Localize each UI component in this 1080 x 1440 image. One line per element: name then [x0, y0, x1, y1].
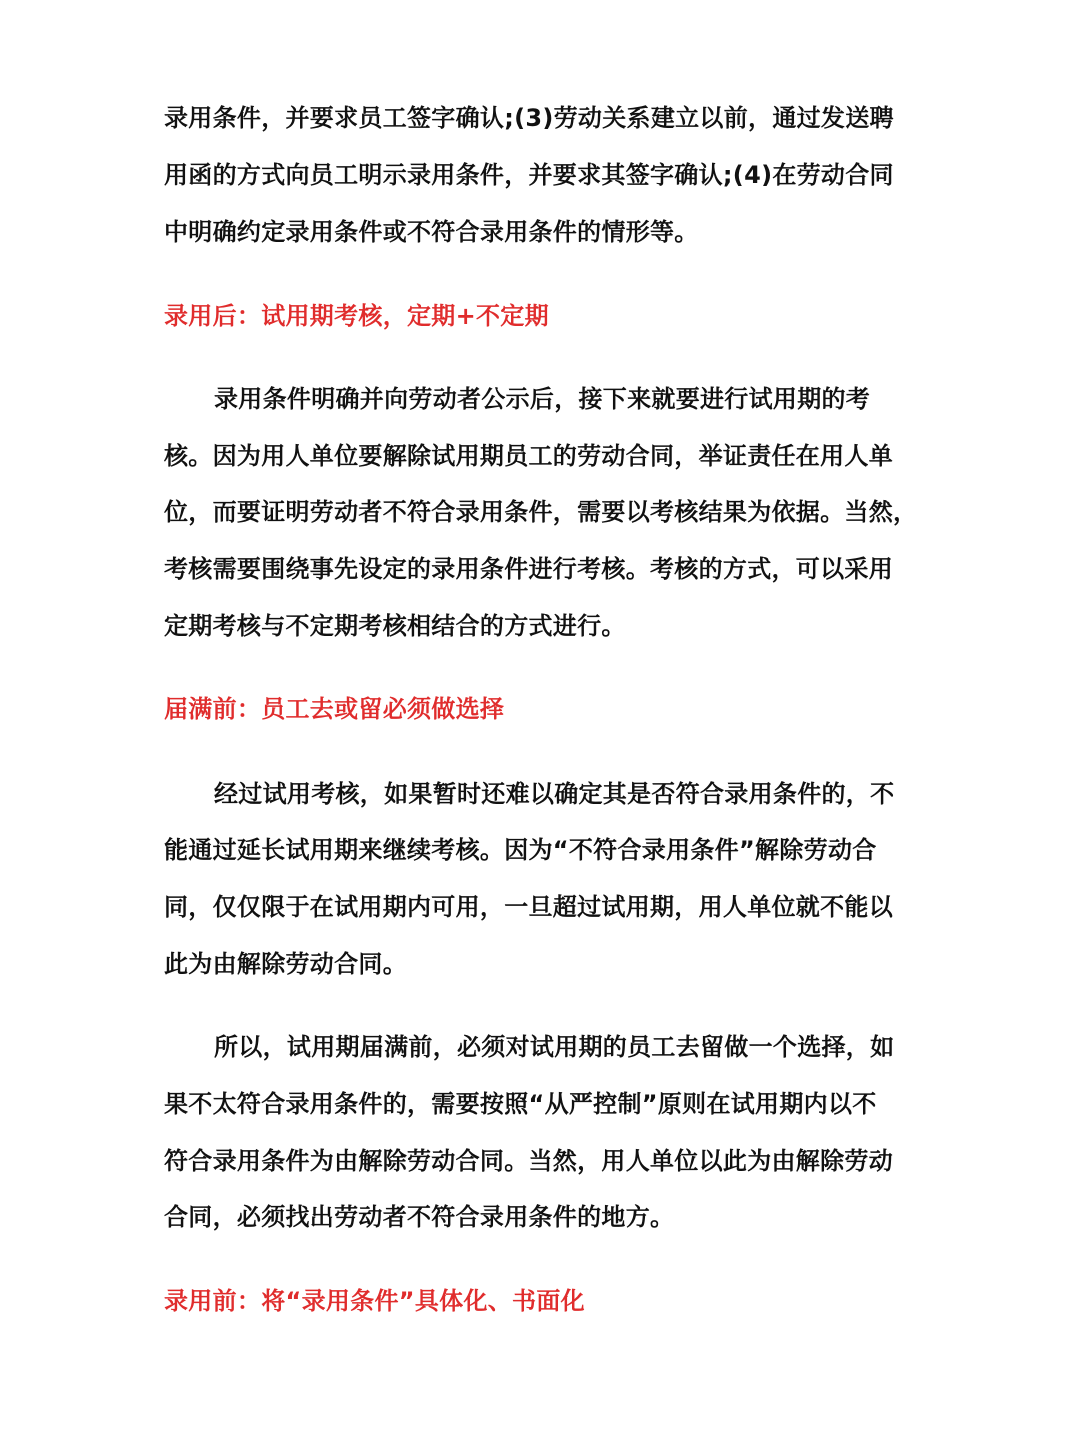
- text-line: 用函的方式向员工明示录用条件，并要求其签字确认;(4)在劳动合同: [164, 161, 894, 189]
- section-heading-before-expiry: 届满前：员工去或留必须做选择: [164, 695, 505, 723]
- text-line: 此为由解除劳动合同。: [164, 950, 407, 978]
- text-line: 果不太符合录用条件的，需要按照“从严控制”原则在试用期内以不: [164, 1090, 877, 1118]
- section-heading-after-hire: 录用后：试用期考核，定期+不定期: [164, 302, 549, 330]
- text-line: 考核需要围绕事先设定的录用条件进行考核。考核的方式，可以采用: [164, 555, 893, 583]
- text-line: 合同，必须找出劳动者不符合录用条件的地方。: [164, 1203, 675, 1231]
- text-line: 能通过延长试用期来继续考核。因为“不符合录用条件”解除劳动合: [164, 836, 877, 864]
- text-line: 位，而要证明劳动者不符合录用条件，需要以考核结果为依据。当然，: [164, 498, 918, 526]
- text-line: 中明确约定录用条件或不符合录用条件的情形等。: [164, 218, 699, 246]
- text-line: 符合录用条件为由解除劳动合同。当然，用人单位以此为由解除劳动: [164, 1147, 893, 1175]
- text-line: 录用条件，并要求员工签字确认;(3)劳动关系建立以前，通过发送聘: [164, 104, 894, 132]
- text-line: 同，仅仅限于在试用期内可用，一旦超过试用期，用人单位就不能以: [164, 893, 893, 921]
- text-line: 核。因为用人单位要解除试用期员工的劳动合同，举证责任在用人单: [164, 442, 893, 470]
- section-heading-before-hire: 录用前：将“录用条件”具体化、书面化: [164, 1287, 585, 1315]
- text-line: 所以，试用期届满前，必须对试用期的员工去留做一个选择，如: [214, 1033, 895, 1061]
- text-line: 经过试用考核，如果暂时还难以确定其是否符合录用条件的，不: [214, 780, 895, 808]
- text-line: 定期考核与不定期考核相结合的方式进行。: [164, 612, 626, 640]
- text-line: 录用条件明确并向劳动者公示后，接下来就要进行试用期的考: [214, 385, 871, 413]
